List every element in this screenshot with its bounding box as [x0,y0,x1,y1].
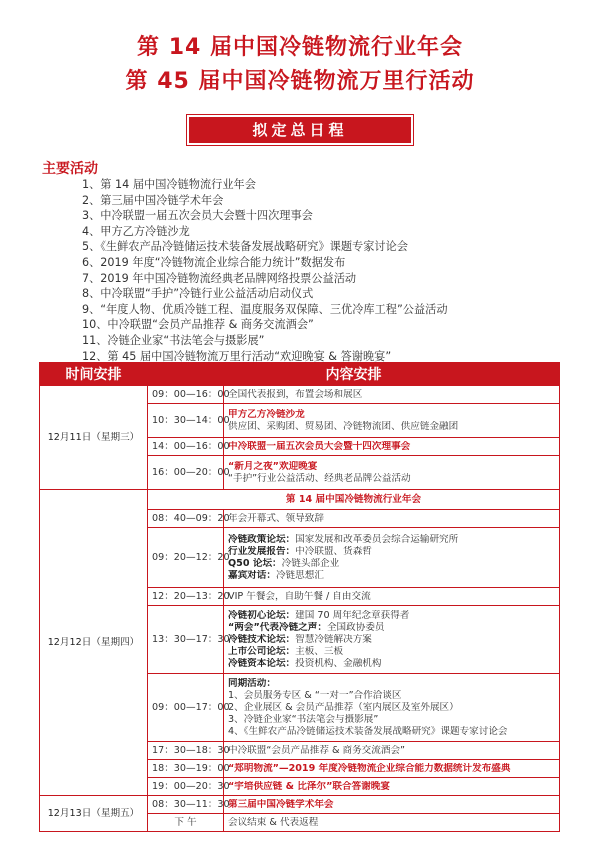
session-line: VIP 午餐会，自助午餐 / 自由交流 [228,590,371,602]
header-content: 内容安排 [148,363,560,386]
session-title: 同期活动： [228,677,276,689]
main-activities-list [82,177,448,364]
session-label: 上市公司论坛： [228,645,296,657]
activity-item: 4、甲方乙方冷链沙龙 [82,224,190,238]
time-slot: 10：30—14：00 [148,404,224,438]
session-detail: 智慧冷链解决方案 [295,633,372,645]
time-slot: 09：00—17：00 [148,674,224,742]
time-slot: 下 午 [148,814,224,832]
session-line: 1、会员服务专区 & “一对一”合作洽谈区 [228,689,402,701]
table-row [40,386,560,404]
main-activities-heading: 主要活动 [42,161,98,177]
section-row [40,490,560,510]
session-label: 冷链技术论坛： [228,633,296,645]
session-line: 会议结束 & 代表返程 [228,816,319,828]
session-line [228,558,555,570]
session-line [228,546,555,558]
page-title-line1: 第 14 届中国冷链物流行业年会 [137,35,463,60]
schedule-content [224,404,560,438]
session-line: 3、冷链企业家“书法笔会与摄影展” [228,713,379,725]
schedule-content [224,386,560,404]
schedule-content [224,438,560,456]
session-label: “两会”代表冷链之声： [228,621,327,633]
session-line [228,622,555,634]
session-label: 行业发展报告： [228,545,296,557]
schedule-content [224,510,560,528]
session-line: 全国代表报到，布置会场和展区 [228,388,363,400]
session-line [228,534,555,546]
activity-item: 6、2019 年度“冷链物流企业综合能力统计”数据发布 [82,255,346,269]
activity-item: 11、冷链企业家“书法笔会与摄影展” [82,333,265,347]
schedule-content [224,456,560,490]
time-slot: 19：00—20：30 [148,778,224,796]
day-label: 12月12日（星期四） [40,490,148,796]
session-label: 冷链资本论坛： [228,657,296,669]
time-slot: 09：00—16：00 [148,386,224,404]
session-title: “宇培供应链 & 比泽尔”联合答谢晚宴 [228,780,390,792]
schedule-content [224,606,560,674]
session-line [228,634,555,646]
session-detail: 冷链思想汇 [275,569,324,581]
session-title: 甲方乙方冷链沙龙 [228,408,305,420]
session-line: 年会开幕式、领导致辞 [228,512,324,524]
session-detail: 建国 70 周年纪念章获得者 [295,609,410,621]
schedule-content [224,760,560,778]
session-line: 供应团、采购团、贸易团、冷链物流团、供应链金融团 [228,420,459,432]
session-detail: 中冷联盟、货森哲 [295,545,372,557]
schedule-content [224,742,560,760]
session-detail: 冷链头部企业 [281,557,340,569]
session-detail: 主板、三板 [295,645,344,657]
schedule-banner-label: 拟定总日程 [189,117,411,143]
time-slot: 17：30—18：30 [148,742,224,760]
page-title-line2: 第 45 届中国冷链物流万里行活动 [125,69,475,94]
header-time: 时间安排 [40,363,148,386]
session-line: “手护”行业公益活动、经典老品牌公益活动 [228,472,411,484]
session-label: Q50 论坛： [228,557,282,569]
schedule-content [224,528,560,588]
activity-item: 1、第 14 届中国冷链物流行业年会 [82,178,256,191]
time-slot: 09：20—12：20 [148,528,224,588]
activity-item: 12、第 45 届中国冷链物流万里行活动“欢迎晚宴 & 答谢晚宴” [82,349,392,363]
section-title: 第 14 届中国冷链物流行业年会 [148,490,560,510]
time-slot: 08：40—09：20 [148,510,224,528]
table-row [40,796,560,814]
time-slot: 08：30—11：30 [148,796,224,814]
session-line: 2、企业展区 & 会员产品推荐（室内展区及室外展区） [228,701,459,713]
session-title: 第三届中国冷链学术年会 [228,798,334,810]
session-line [228,570,555,582]
session-line [228,646,555,658]
day-label: 12月11日（星期三） [40,386,148,490]
session-title: “郑明物流”—2019 年度冷链物流企业综合能力数据统计发布盛典 [228,762,511,774]
time-slot: 14：00—16：00 [148,438,224,456]
session-label: 嘉宾对话： [228,569,276,581]
schedule-content [224,814,560,832]
schedule-content [224,588,560,606]
session-detail: 国家发展和改革委员会综合运输研究所 [295,533,459,545]
time-slot: 16：00—20：00 [148,456,224,490]
activity-item: 10、中冷联盟“会员产品推荐 & 商务交流酒会” [82,318,314,332]
session-label: 冷链政策论坛： [228,533,296,545]
schedule-content [224,796,560,814]
activity-item: 9、“年度人物、优质冷链工程、温度服务双保障、三优冷库工程”公益活动 [82,302,448,316]
activity-item: 2、第三届中国冷链学术年会 [82,193,224,207]
session-line: 中冷联盟“会员产品推荐 & 商务交流酒会” [228,744,406,756]
activity-item: 8、中冷联盟“手护”冷链行业公益活动启动仪式 [82,287,314,301]
time-slot: 18：30—19：00 [148,760,224,778]
time-slot: 12：20—13：20 [148,588,224,606]
activity-item: 3、中冷联盟一届五次会员大会暨十四次理事会 [82,209,313,223]
session-title: “新月之夜”欢迎晚宴 [228,460,318,472]
time-slot: 13：30—17：30 [148,606,224,674]
schedule-header-row [40,363,560,386]
activity-item: 7、2019 年中国冷链物流经典老品牌网络投票公益活动 [82,271,357,285]
session-detail: 全国政协委员 [326,621,385,633]
day-label: 12月13日（星期五） [40,796,148,832]
session-line: 4、《生鲜农产品冷链储运技术装备发展战略研究》课题专家讨论会 [228,725,508,737]
schedule-banner [186,114,414,146]
schedule-table [39,362,560,832]
session-label: 冷链初心论坛： [228,609,296,621]
session-line [228,610,555,622]
schedule-content [224,778,560,796]
session-title: 中冷联盟一届五次会员大会暨十四次理事会 [228,440,411,452]
activity-item: 5、《生鲜农产品冷链储运技术装备发展战略研究》课题专家讨论会 [82,240,408,254]
session-line [228,658,555,670]
schedule-content [224,674,560,742]
session-detail: 投资机构、金融机构 [295,657,382,669]
